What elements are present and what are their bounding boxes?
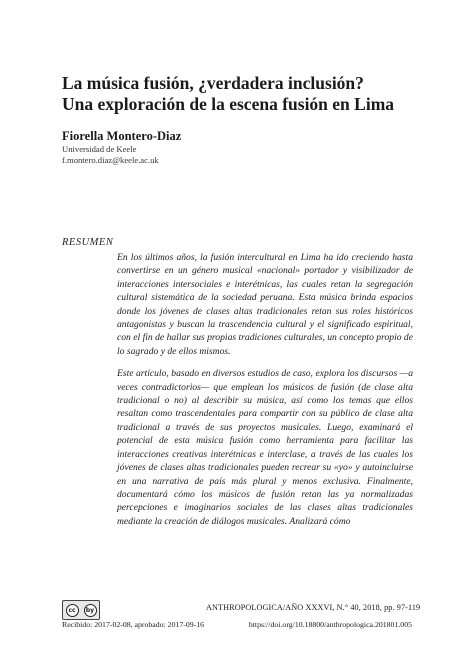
cc-icon: cc	[66, 604, 79, 617]
author-affiliation: Universidad de Keele	[62, 144, 137, 154]
abstract-paragraph-2: Este artículo, basado en diversos estudios de caso, explora los discursos —a veces contradictorios— que emplean los músicos de fusión (de clase alta tradicional o no) al describir su música, así como los temas que ellos resaltan como trascendentales para compartir con su público de clase alta tradicional a través de sus proyectos musicales. Luego, examinará el potencial de esta música fusión como herramienta para facilitar las interacciones creativas interétnicas e interclase, a través de las cuales los jóvenes de clases altas tradicionales pueden recrear su «yo» y autoincluirse en una narrativa de país más plural y menos exclusiva. Finalmente, documentará cómo los músicos de fusión retan las ya normalizadas percepciones e imaginarios sociales de las clases altas tradicionales mediante la creación de diálogos musicales. Analizará cómo	[117, 368, 413, 527]
abstract-body	[117, 251, 413, 537]
author-block	[62, 128, 422, 166]
abstract-heading: RESUMEN	[62, 237, 114, 248]
abstract-paragraph-1: En los últimos años, la fusión intercultural en Lima ha ido creciendo hasta convertirse en un género musical «nacional» portador y visibilizador de interacciones intersociales e interétnicas, las cuales retan la segregación cultural sistemática de la sociedad peruana. Esta música brinda espacios donde los jóvenes de clases altas tradicionales retan sus roles históricos antagonistas y buscan la trascendencia cultural y el significado espiritual, con el fin de hallar sus propias tradiciones culturales, un concepto propio de lo sagrado y de ellos mismos.	[117, 252, 413, 357]
attribution-icon: by	[84, 604, 97, 617]
author-name: Fiorella Montero-Diaz	[62, 129, 182, 143]
author-email[interactable]: f.montero.diaz@keele.ac.uk	[62, 155, 159, 165]
journal-citation: ANTHROPOLOGICA/AÑO XXXVI, N.° 40, 2018, pp. 97-119	[206, 603, 421, 612]
received-approved-dates: Recibido: 2017-02-08, aprobado: 2017-09-16	[62, 620, 205, 629]
title-line-2: Una exploración de la escena fusión en Lima	[62, 94, 395, 114]
title-line-1: La música fusión, ¿verdadera inclusión?	[62, 73, 364, 93]
article-title	[62, 73, 442, 115]
doi-link[interactable]: https://doi.org/10.18800/anthropologica.201801.005	[248, 620, 412, 629]
creative-commons-license-badge[interactable]	[62, 600, 100, 620]
